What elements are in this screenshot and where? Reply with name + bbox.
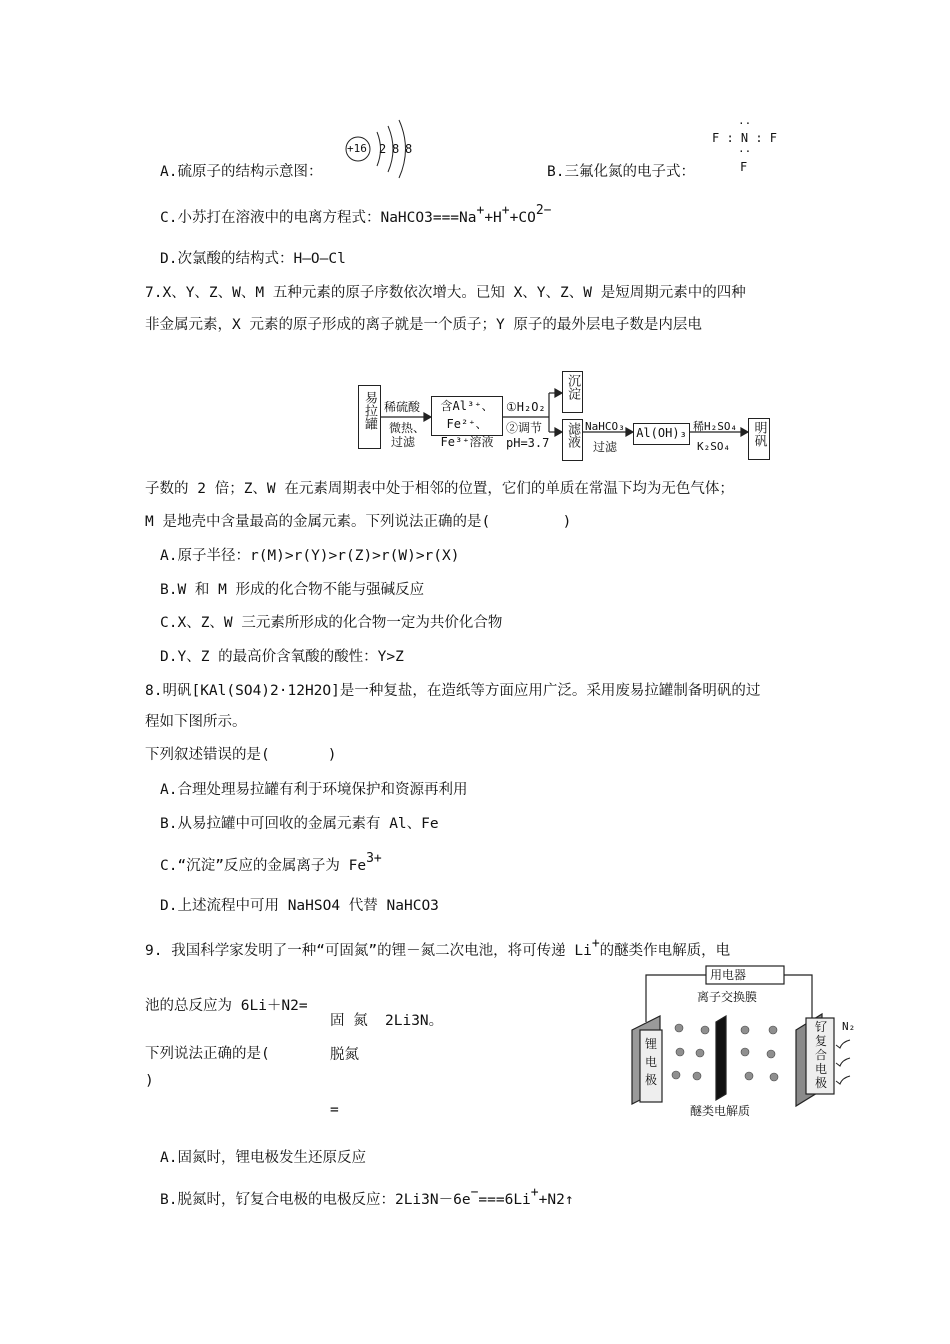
q6-option-c: C.小苏打在溶液中的电离方程式：NaHCO3===Na++H++CO2−: [160, 203, 552, 226]
q7-option-d: D.Y、Z 的最高价含氧酸的酸性：Y>Z: [160, 649, 404, 665]
atom-shell-2: 8: [392, 142, 400, 156]
q9-arrow-bot: 脱氮: [330, 1047, 359, 1063]
battery-device: 用电器: [710, 968, 747, 982]
q6-option-a: A.硫原子的结构示意图：: [160, 164, 323, 180]
flow-step1-bot1: 微热、: [389, 421, 426, 435]
flow-step2-bot: pH=3.7: [506, 436, 550, 450]
nf3-bottom-dots: ··: [738, 145, 752, 158]
nf3-bottom: F: [740, 160, 748, 174]
battery-li-electrode: 锂电极: [644, 1037, 657, 1087]
q8-line-3: 下列叙述错误的是( ): [145, 747, 337, 763]
q7-line-2: 非金属元素，X 元素的原子形成的离子就是一个质子；Y 原子的最外层电子数是内层电: [145, 317, 702, 333]
aloh3-box: Al(OH)₃: [633, 423, 690, 445]
flow-step4-top: 稀H₂SO₄: [693, 420, 738, 433]
flow-step1-top: 稀硫酸: [384, 400, 421, 414]
q6-option-b: B.三氟化氮的电子式：: [547, 164, 695, 180]
atom-nucleus: +16: [347, 142, 367, 155]
q7-line-3: 子数的 2 倍；Z、W 在元素周期表中处于相邻的位置，它们的单质在常温下均为无色气体；: [145, 481, 734, 497]
battery-electrolyte: 醚类电解质: [690, 1104, 751, 1118]
q9-product: 2Li3N。: [385, 1013, 444, 1029]
solution-box: 含Al³⁺、Fe²⁺、 Fe³⁺溶液: [431, 396, 503, 436]
flow-step2-top: ①H₂O₂: [506, 400, 546, 414]
nf3-row: F : N : F: [712, 131, 778, 145]
q7-line-4: M 是地壳中含量最高的金属元素。下列说法正确的是( ): [145, 514, 572, 530]
flow-step3-top: NaHCO₃: [585, 420, 625, 433]
atom-shell-3: 8: [405, 142, 413, 156]
flow-step1-bot2: 过滤: [391, 435, 416, 449]
q9-line-3b: ): [145, 1073, 154, 1089]
flow-step2-mid: ②调节: [506, 421, 543, 435]
alum-box: 明矾: [748, 418, 770, 460]
q9-line-3: 下列说法正确的是(: [145, 1046, 270, 1062]
q9-line-2: 池的总反应为 6Li＋N2=: [145, 998, 308, 1014]
filtrate-box: 滤液: [562, 419, 583, 461]
battery-membrane: 离子交换膜: [697, 990, 758, 1004]
precip-box: 沉淀: [562, 371, 583, 413]
q6-option-d: D.次氯酸的结构式：H—O—Cl: [160, 251, 346, 267]
q8-option-b: B.从易拉罐中可回收的金属元素有 Al、Fe: [160, 816, 439, 832]
q9-line-1: 9. 我国科学家发明了一种“可固氮”的锂－氮二次电池，将可传递 Li+的醚类作电解质，电: [145, 936, 731, 959]
q8-option-a: A.合理处理易拉罐有利于环境保护和资源再利用: [160, 782, 468, 798]
battery-n2: N₂: [842, 1020, 856, 1033]
flow-step3-bot: 过滤: [593, 440, 618, 454]
q9-option-a: A.固氮时，锂电极发生还原反应: [160, 1150, 366, 1166]
flow-step4-bot: K₂SO₄: [697, 440, 731, 453]
q7-option-a: A.原子半径：r(M)>r(Y)>r(Z)>r(W)>r(X): [160, 548, 460, 564]
q7-line-1: 7.X、Y、Z、W、M 五种元素的原子序数依次增大。已知 X、Y、Z、W 是短周期元素中的四种: [145, 285, 746, 301]
q8-line-2: 程如下图所示。: [145, 714, 247, 730]
q8-option-d: D.上述流程中可用 NaHSO4 代替 NaHCO3: [160, 898, 439, 914]
atom-shell-1: 2: [379, 142, 387, 156]
q9-eq-sign: =: [330, 1102, 339, 1118]
q8-option-c: C.“沉淀”反应的金属离子为 Fe3+: [160, 851, 382, 874]
nf3-top-dots: ··: [738, 117, 752, 130]
can-box: 易拉罐: [358, 385, 381, 449]
q7-option-c: C.X、Z、W 三元素所形成的化合物一定为共价化合物: [160, 615, 503, 631]
q7-option-b: B.W 和 M 形成的化合物不能与强碱反应: [160, 582, 425, 598]
battery-ru-electrode: 钌复合电极: [814, 1020, 827, 1090]
q9-option-b: B.脱氮时，钌复合电极的电极反应：2Li3N－6e−===6Li++N2↑: [160, 1185, 574, 1208]
q9-arrow-top: 固 氮: [330, 1013, 368, 1029]
q8-line-1: 8.明矾[KAl(SO4)2·12H2O]是一种复盐，在造纸等方面应用广泛。采用废易拉罐制备明矾的过: [145, 683, 761, 699]
